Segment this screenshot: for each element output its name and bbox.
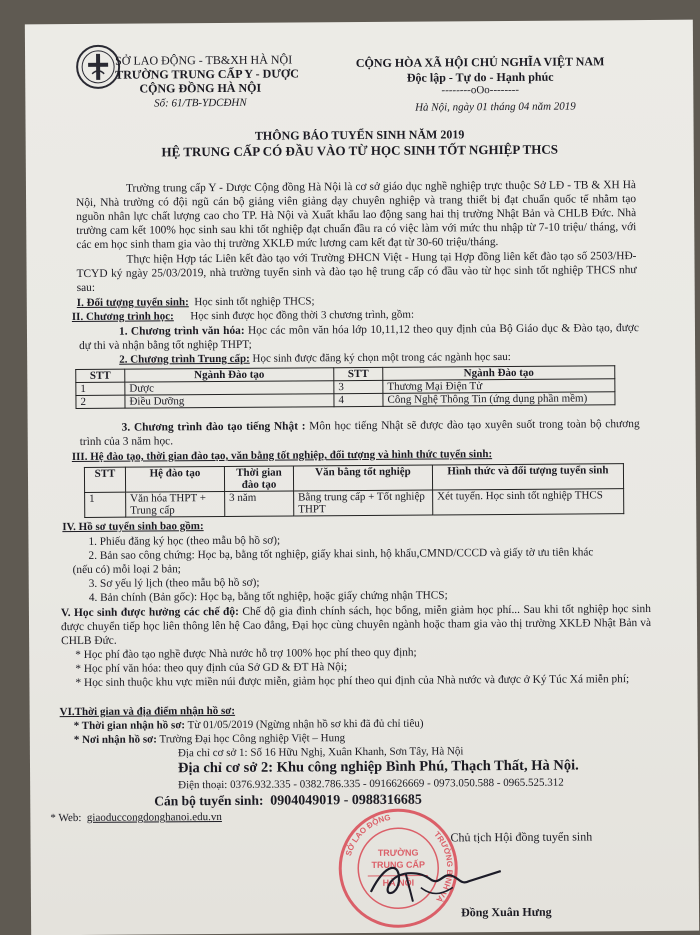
table-header: STT [76, 369, 125, 382]
address-2: Địa chỉ cơ sở 2: Khu công nghiệp Bình Phú, Thạch Thất, Hà Nội. [177, 757, 579, 777]
intro-paragraph: Trường trung cấp Y - Dược Cộng đồng Hà Nội là cơ sở giáo dục nghề nghiệp trực thuộc Sở LĐ - TB & XH Hà Nội, Nhà trường có đội ngũ cán bộ giảng viên giảng dạy chuyên nghiệp và trang thiết bị đạt chuẩn quốc tế nhằm tạo nguồn nhân lực chất lượng cao cho TP. Hà Nội và Xuất khẩu lao động sang hai thị trường Nhật Bản và CHLB Đức. Nhà trường cam kết 100% học sinh sau khi tốt nghiệp đạt chuẩn đầu ra có việc làm với mức thu nhập từ 7-10 triệu/ tháng, với các em học sinh tham gia vào thị trường XKLĐ mức lương cam kết đạt từ 30-60 triệu/tháng. [76, 179, 637, 251]
table-cell: Điều Dưỡng [125, 394, 334, 408]
table-header-row [84, 464, 623, 493]
majors-table [75, 365, 615, 409]
table-cell: Công Nghệ Thông Tin (ứng dụng phần mềm) [383, 392, 615, 407]
document-number: Số: 61/TB-YDCĐHN [154, 96, 247, 110]
table-header: Ngành Đào tạo [125, 368, 334, 382]
phone-numbers: Điện thoại: 0376.932.335 - 0382.786.335 - 0916626669 - 0973.050.588 - 0965.525.312 [178, 776, 564, 792]
website: * Web: giaoduccongdonghanoi.edu.vn [50, 810, 222, 825]
signer-name: Đồng Xuân Hưng [460, 904, 552, 920]
table-cell: Xét tuyển. Học sinh tốt nghiệp THCS [433, 489, 624, 515]
ornament-line: --------oOo-------- [441, 83, 520, 97]
table-cell: Văn hóa THPT + Trung cấp [126, 491, 225, 517]
section-1: I. Đối tượng tuyển sinh: Học sinh tốt nghiệp THCS; [76, 295, 315, 309]
table-cell: 3 năm [225, 491, 294, 516]
table-cell: Thương Mại Điện Tử [383, 379, 615, 394]
notice-subtitle: HỆ TRUNG CẤP CÓ ĐẦU VÀO TỪ HỌC SINH TỐT NGHIỆP THCS [161, 141, 558, 160]
table-header: Hình thức và đối tượng tuyển sinh [432, 464, 623, 490]
section-5: V. Học sinh được hưởng các chế độ: Chế độ gia đình chính sách, học bổng, miễn giảm học phí... Sau khi tốt nghiệp học sinh được chuyển tiếp học liên thông lên hệ Cao đẳng, Đại học cùng chuyên ngành hoặc tham gia vào thị trường XKLĐ Nhật Bản và CHLB Đức. [60, 602, 652, 648]
document-date: Hà Nội, ngày 01 tháng 04 năm 2019 [415, 100, 576, 114]
table-header: STT [84, 467, 125, 492]
signer-title: Chủ tịch Hội đồng tuyển sinh [450, 829, 593, 845]
benefits-list [75, 646, 417, 676]
section-2-2: 2. Chương trình Trung cấp: Học sinh được đăng ký chọn một trong các ngành học sau: [119, 350, 511, 366]
table-row [76, 392, 615, 409]
stamp-top-text: TRƯỜNG BÌNH VÀ [432, 829, 455, 904]
documents-list [72, 531, 594, 605]
section-3: III. Hệ đào tạo, thời gian đào tạo, văn bằng tốt nghiệp, đối tượng và hình thức tuyển sinh: [71, 448, 493, 464]
signature [361, 851, 511, 912]
receive-time: * Thời gian nhận hồ sơ: Từ 01/05/2019 (Ngừng nhận hồ sơ khi đã đủ chỉ tiêu) [73, 717, 424, 733]
receive-place: * Nơi nhận hồ sơ: Trường Đại học Công nghiệp Việt – Hung [73, 732, 346, 747]
school-name-line1: TRƯỜNG TRUNG CẤP Y - DƯỢC [115, 66, 299, 82]
stamp-text: TRUNG CẤP [371, 859, 425, 870]
table-row [85, 489, 624, 518]
stamp-text: HÀ NỘI [382, 877, 415, 888]
list-item: 3. Sơ yếu lý lịch (theo mẫu bộ hồ sơ); [88, 576, 260, 590]
table-cell: 1 [85, 492, 126, 517]
partnership-paragraph: Thực hiện Hợp tác Liên kết đào tạo với Trường ĐHCN Việt - Hung tại Hợp đồng liên kết đào tạo số 2503/HĐ-TCYD ký ngày 25/03/2019, nhà trường tuyển sinh và đào tạo hệ trung cấp có đầu vào từ học sinh tốt nghiệp THCS như sau: [76, 250, 637, 294]
notice-title: THÔNG BÁO TUYỂN SINH NĂM 2019 [254, 127, 465, 143]
list-item: * Học phí văn hóa: theo quy định của Sở GD & ĐT Hà Nội; [75, 661, 348, 676]
address-1: Địa chỉ cơ sở 1: Số 16 Hữu Nghị, Xuân Khanh, Sơn Tây, Hà Nội [177, 745, 464, 760]
section-2-1: 1. Chương trình văn hóa: Học các môn văn hóa lớp 10,11,12 theo quy định của Bộ Giáo dục & Đào tạo, được dự thi và nhận bằng tốt nghiệp THPT; [79, 322, 639, 352]
table-header: Hệ đào tạo [125, 466, 224, 492]
list-item: * Học phí đào tạo nghề được Nhà nước hỗ trợ 100% học phí theo quy định; [75, 646, 417, 662]
table-header: Văn bằng tốt nghiệp [293, 465, 432, 491]
officer-contact: Cán bộ tuyển sinh: 0904049019 - 0988316685 [154, 792, 422, 809]
national-motto: Độc lập - Tự do - Hạnh phúc [406, 69, 554, 85]
list-item: 1. Phiếu đăng ký học (theo mẫu bộ hồ sơ); [88, 534, 281, 548]
table-cell: Dược [125, 381, 334, 395]
section-6: VI.Thời gian và địa điểm nhận hồ sơ: [59, 704, 236, 719]
stamp-text: TRƯỜNG [377, 847, 419, 858]
section-2-3: 3. Chương trình đào tạo tiếng Nhật : Môn học tiếng Nhật sẽ được đào tạo xuyên suốt trong toàn bộ chương trình của 3 năm học. [79, 418, 640, 448]
table-header: Ngành Đào tạo [383, 366, 615, 381]
table-cell: 2 [76, 395, 125, 408]
nation-title: CỘNG HÒA XÃ HỘI CHỦ NGHĨA VIỆT NAM [355, 54, 605, 71]
table-cell: 1 [76, 382, 125, 395]
table-header: STT [334, 367, 383, 380]
list-item: 2. Bản sao công chứng: Học bạ, bằng tốt nghiệp, giấy khai sinh, hộ khẩu,CMND/CCCD và giấy tờ ưu tiên khác [88, 546, 594, 562]
list-item: * Học sinh thuộc khu vực miền núi được miễn, giảm học phí theo qui định của Nhà nước và được ở Ký Túc Xá miễn phí; [75, 673, 630, 690]
table-cell: 4 [334, 393, 383, 406]
list-item: (nếu có) mỗi loại 2 bản; [72, 563, 181, 577]
ministry-name: SỞ LAO ĐỘNG - TB&XH HÀ NỘI [115, 52, 293, 68]
document-page [25, 20, 699, 935]
section-2: II. Chương trình học: Học sinh được học đồng thời 3 chương trình, gồm: [71, 308, 415, 324]
list-item: 4. Bản chính (Bản gốc): Học bạ, bằng tốt nghiệp, hoặc giấy chứng nhận THCS; [88, 589, 448, 604]
table-cell: Bằng trung cấp + Tốt nghiệp THPT [294, 490, 433, 516]
program-table [84, 463, 624, 518]
stamp-ring-text: SỞ LAO ĐỘNG [343, 812, 392, 858]
table-cell: 3 [334, 380, 383, 393]
section-4: IV. Hồ sơ tuyển sinh bao gồm: [62, 520, 204, 534]
school-name-line2: CỘNG ĐỒNG HÀ NỘI [139, 80, 262, 96]
table-header: Thời gian đào tạo [224, 466, 293, 491]
